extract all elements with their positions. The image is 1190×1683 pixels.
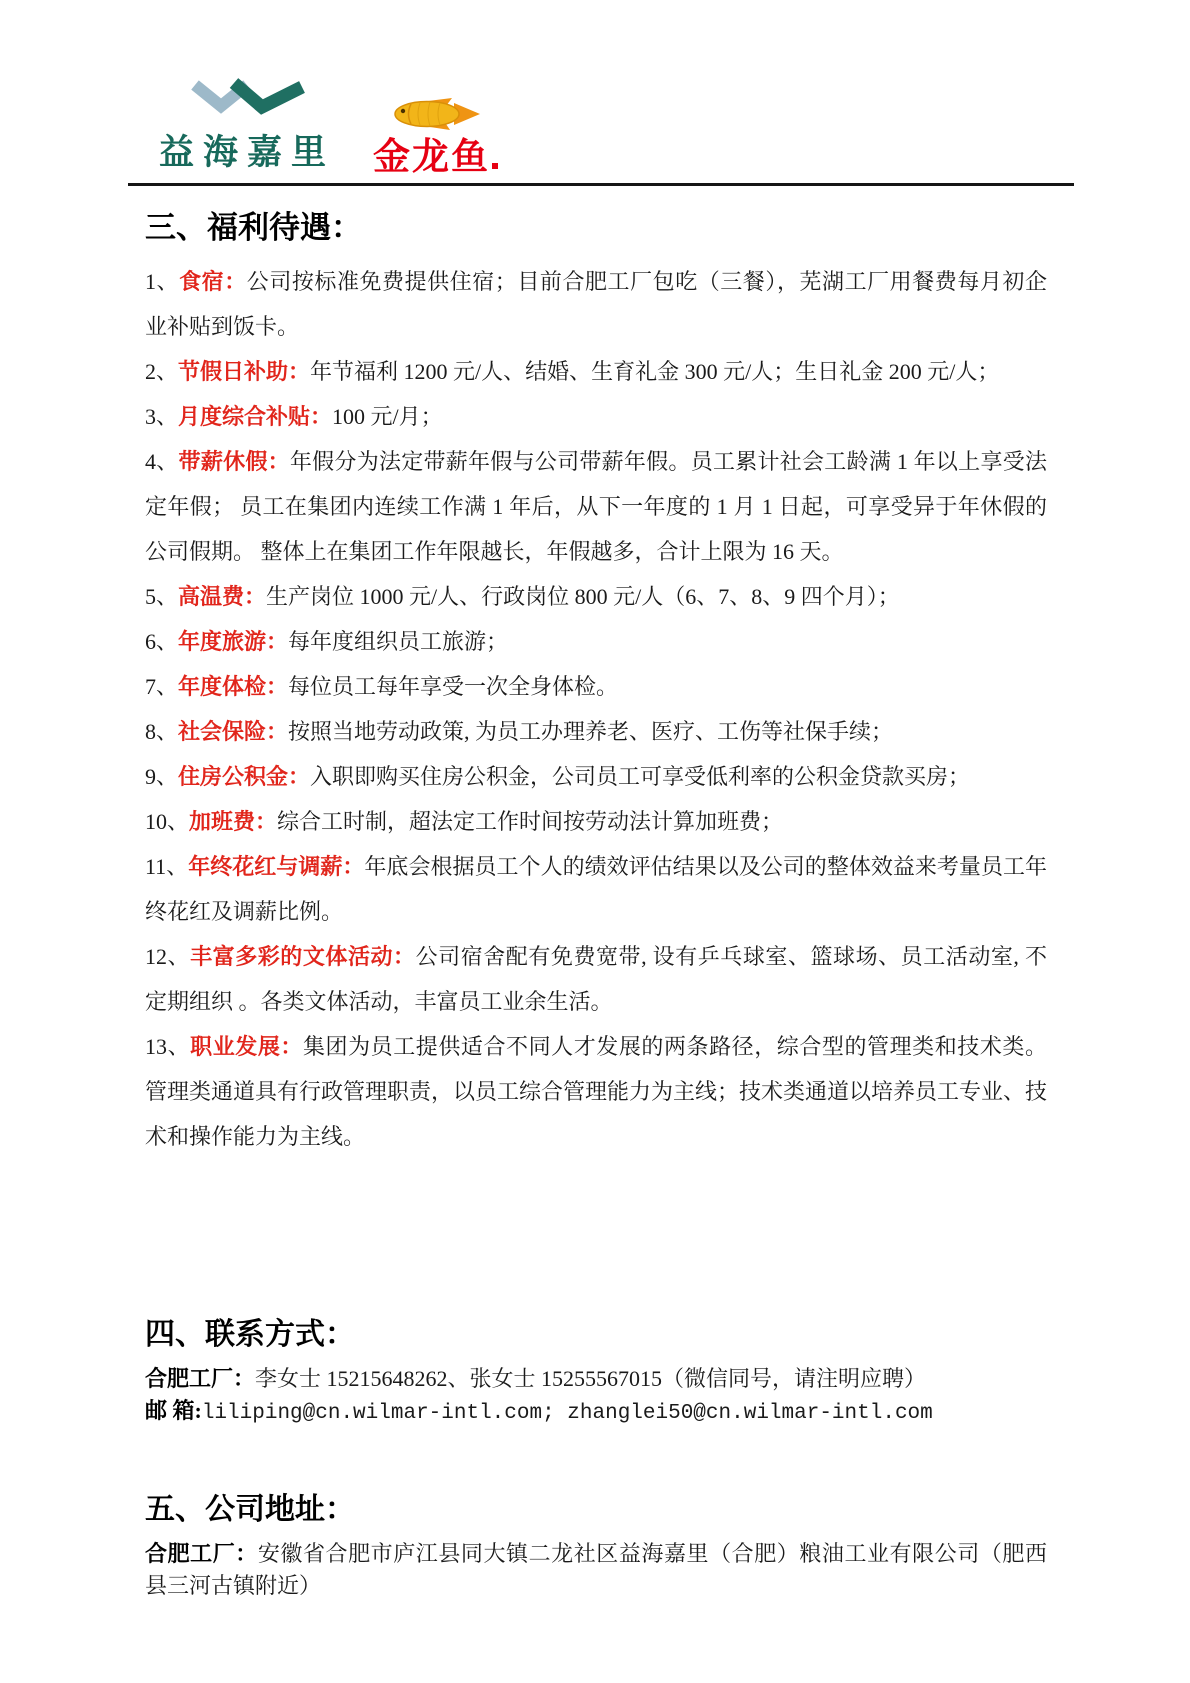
item-text: 综合工时制，超法定工作时间按劳动法计算加班费； — [277, 809, 784, 834]
item-text: 年节福利 1200 元/人、结婚、生育礼金 300 元/人；生日礼金 200 元/人； — [310, 359, 1000, 384]
item-number: 10、 — [145, 809, 190, 834]
item-number: 6、 — [145, 629, 179, 654]
golden-fish-icon — [390, 95, 482, 138]
header-divider — [128, 183, 1074, 186]
item-number: 7、 — [145, 674, 179, 699]
row-text: liliping@cn.wilmar-intl.com; zhanglei50@cn.wilmar-intl.com — [201, 1402, 933, 1425]
w-mark-icon — [186, 78, 308, 123]
item-number: 5、 — [145, 584, 179, 609]
benefit-item — [145, 754, 1047, 799]
item-number: 1、 — [145, 269, 180, 294]
benefit-item — [145, 844, 1047, 934]
benefit-item — [145, 259, 1047, 349]
item-text: 集团为员工提供适合不同人才发展的两条路径，综合型的管理类和技术类。管理类通道具有行政管理职责，以员工综合管理能力为主线；技术类通道以培养员工专业、技术和操作能力为主线。 — [145, 1034, 1048, 1149]
item-label: 高温费： — [178, 584, 267, 609]
item-text: 每位员工每年享受一次全身体检。 — [288, 674, 619, 699]
benefit-item — [145, 1024, 1047, 1159]
item-label: 年度旅游： — [178, 629, 289, 654]
benefit-item — [145, 394, 1047, 439]
item-number: 12、 — [145, 944, 191, 969]
item-number: 13、 — [145, 1034, 191, 1059]
benefit-item — [145, 709, 1047, 754]
benefits-section — [145, 202, 1047, 1159]
item-text: 按照当地劳动政策, 为员工办理养老、医疗、工伤等社保手续； — [288, 719, 894, 744]
labeled-row — [145, 1538, 1047, 1602]
item-number: 8、 — [145, 719, 179, 744]
contact-rows — [145, 1363, 1047, 1430]
benefits-title: 三、福利待遇： — [145, 210, 362, 245]
item-text: 公司按标准免费提供住宿；目前合肥工厂包吃（三餐），芜湖工厂用餐费每月初企业补贴到饭卡。 — [145, 269, 1047, 339]
address-section — [145, 1484, 1047, 1602]
brand-yihai-kerry — [159, 78, 335, 175]
brand-right-name: 金龙鱼 — [373, 138, 498, 175]
item-text: 年底会根据员工个人的绩效评估结果以及公司的整体效益来考量员工年终花红及调薪比例。 — [145, 854, 1047, 924]
row-label: 合肥工厂： — [145, 1541, 258, 1566]
header — [159, 78, 1047, 175]
item-label: 住房公积金： — [178, 764, 311, 789]
item-text: 年假分为法定带薪年假与公司带薪年假。员工累计社会工龄满 1 年以上享受法定年假； 员工在集团内连续工作满 1 年后，从下一年度的 1 月 1 日起，可享受异于年休假的公司假期。 整体上在集团工作年限越长，年假越多，合计上限为 16 天。 — [145, 449, 1047, 564]
brand-jinlongyu — [373, 95, 498, 175]
benefit-item — [145, 574, 1047, 619]
address-title: 五、公司地址： — [145, 1493, 355, 1526]
row-text: 李女士 15215648262、张女士 15255567015（微信同号，请注明应聘） — [255, 1366, 927, 1391]
item-label: 月度综合补贴： — [178, 404, 333, 429]
item-label: 丰富多彩的文体活动： — [190, 944, 416, 969]
labeled-row — [145, 1395, 1047, 1430]
benefit-item — [145, 349, 1047, 394]
benefits-list — [145, 259, 1047, 1159]
row-label: 合肥工厂： — [145, 1366, 256, 1391]
benefit-item — [145, 664, 1047, 709]
item-text: 每年度组织员工旅游； — [288, 629, 509, 654]
item-label: 食宿： — [179, 269, 247, 294]
brand-left-name: 益海嘉里 — [159, 133, 336, 172]
item-number: 11、 — [145, 854, 189, 879]
address-rows — [145, 1538, 1047, 1602]
item-label: 节假日补助： — [178, 359, 311, 384]
benefit-item — [145, 619, 1047, 664]
trademark-dot-icon — [492, 163, 498, 169]
item-text: 公司宿舍配有免费宽带, 设有乒乓球室、篮球场、员工活动室, 不定期组织 。各类文体活动，丰富员工业余生活。 — [145, 944, 1047, 1014]
item-label: 年终花红与调薪： — [188, 854, 365, 879]
item-label: 加班费： — [189, 809, 278, 834]
contact-title: 四、联系方式： — [145, 1318, 355, 1351]
labeled-row — [145, 1363, 1047, 1395]
benefit-item — [145, 799, 1047, 844]
item-label: 带薪休假： — [178, 449, 290, 474]
item-label: 年度体检： — [178, 674, 289, 699]
item-number: 2、 — [145, 359, 179, 384]
item-label: 社会保险： — [178, 719, 289, 744]
benefit-item — [145, 439, 1047, 574]
item-text: 生产岗位 1000 元/人、行政岗位 800 元/人（6、7、8、9 四个月）； — [266, 584, 900, 609]
benefit-item — [145, 934, 1047, 1024]
item-number: 3、 — [145, 404, 179, 429]
contact-section — [145, 1309, 1047, 1430]
row-label: 邮 箱: — [145, 1398, 202, 1423]
item-text: 100 元/月； — [332, 404, 443, 429]
item-label: 职业发展： — [190, 1034, 303, 1059]
item-text: 入职即购买住房公积金，公司员工可享受低利率的公积金贷款买房； — [310, 764, 971, 789]
row-text: 安徽省合肥市庐江县同大镇二龙社区益海嘉里（合肥）粮油工业有限公司（肥西县三河古镇附近） — [145, 1541, 1047, 1598]
item-number: 9、 — [145, 764, 179, 789]
item-number: 4、 — [145, 449, 179, 474]
